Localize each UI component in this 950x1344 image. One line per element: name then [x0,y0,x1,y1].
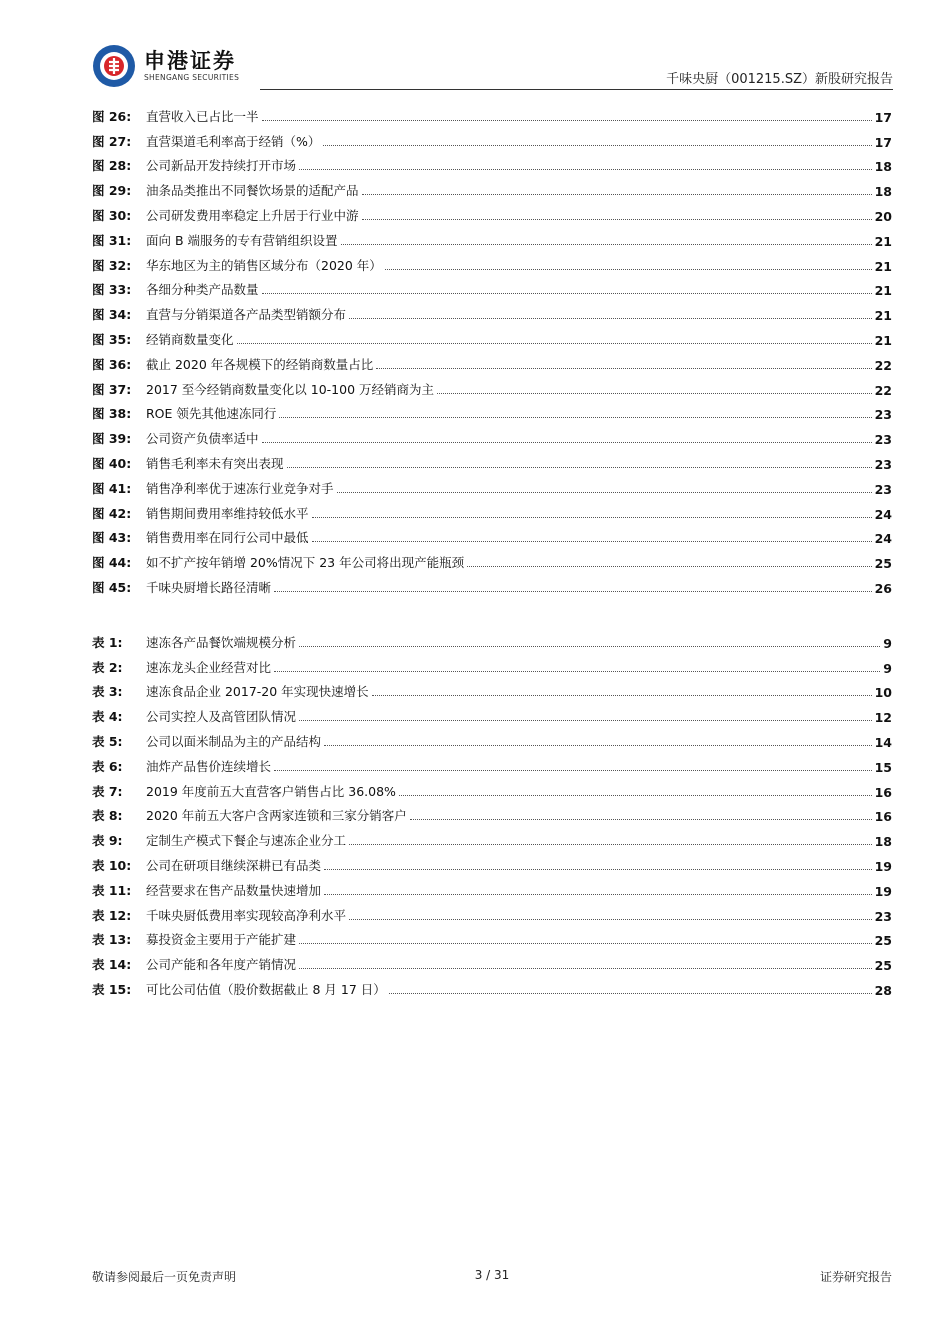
dot-leader [262,293,872,294]
dot-leader [279,417,871,418]
dot-leader [274,770,872,771]
figure-index-entry[interactable] [92,150,892,175]
table-index-entry[interactable] [92,775,892,800]
entry-page-number: 22 [874,382,892,398]
figure-index-entry[interactable] [92,224,892,249]
entry-title: 2019 年度前五大直营客户销售占比 36.08% [146,783,396,799]
entry-page-number: 17 [874,134,892,150]
dot-leader [262,120,872,121]
entry-label: 表 10: [92,857,132,873]
entry-page-number: 21 [874,283,892,299]
entry-label: 图 30: [92,207,132,223]
shengang-logo-icon [92,44,136,88]
entry-label: 图 29: [92,183,132,199]
entry-page-number: 10 [874,685,892,701]
figure-index-list [92,100,892,596]
entry-title: 各细分种类产品数量 [146,282,259,298]
figure-index-entry[interactable] [92,274,892,299]
entry-label: 图 39: [92,431,132,447]
entry-title: 募投资金主要用于产能扩建 [146,932,297,948]
dot-leader [389,993,872,994]
figure-index-entry[interactable] [92,348,892,373]
entry-page-number: 18 [874,159,892,175]
figure-index-entry[interactable] [92,497,892,522]
entry-label: 表 12: [92,907,132,923]
brand-name-cn: 申港证券 [144,49,236,73]
table-index-entry[interactable] [92,750,892,775]
dot-leader [299,646,880,647]
dot-leader [299,968,872,969]
entry-title: 公司产能和各年度产销情况 [146,957,297,973]
entry-title: 定制生产模式下餐企与速冻企业分工 [146,833,347,849]
table-index-entry[interactable] [92,800,892,825]
entry-label: 图 26: [92,108,132,124]
disclaimer-note: 敬请参阅最后一页免责声明 [92,1270,237,1284]
entry-title: 速冻食品企业 2017-20 年实现快速增长 [146,684,369,700]
dot-leader [324,745,872,746]
entry-title: 销售期间费用率维持较低水平 [146,505,309,521]
dot-leader [287,467,872,468]
entry-label: 表 3: [92,684,123,700]
entry-page-number: 21 [874,258,892,274]
entry-title: 2017 至今经销商数量变化以 10-100 万经销商为主 [146,381,435,397]
figure-index-entry[interactable] [92,125,892,150]
entry-page-number: 15 [874,759,892,775]
entry-label: 图 43: [92,530,132,546]
table-index-entry[interactable] [92,924,892,949]
figure-index-entry[interactable] [92,447,892,472]
entry-page-number: 24 [874,531,892,547]
table-index-entry[interactable] [92,948,892,973]
dot-leader [437,393,872,394]
entry-title: ROE 领先其他速冻同行 [146,406,277,422]
entry-title: 油炸产品售价连续增长 [146,758,272,774]
figure-index-entry[interactable] [92,546,892,571]
page-header [88,40,893,92]
report-type-label: 证券研究报告 [819,1270,892,1284]
entry-label: 表 5: [92,733,123,749]
entry-label: 图 33: [92,282,132,298]
entry-label: 图 27: [92,133,132,149]
entry-page-number: 9 [883,660,892,676]
entry-label: 图 36: [92,356,132,372]
dot-leader [299,720,872,721]
entry-page-number: 18 [874,834,892,850]
entry-title: 可比公司估值（股价数据截止 8 月 17 日） [146,981,386,997]
entry-title: 公司新品开发持续打开市场 [146,158,297,174]
dot-leader [299,169,872,170]
figure-index-entry[interactable] [92,298,892,323]
dot-leader [410,819,872,820]
entry-title: 销售毛利率未有突出表现 [146,455,284,471]
entry-page-number: 22 [874,357,892,373]
entry-page-number: 16 [874,784,892,800]
dot-leader [349,844,872,845]
entry-title: 公司实控人及高管团队情况 [146,709,297,725]
entry-title: 直营渠道毛利率高于经销（%） [146,133,321,149]
figure-index-entry[interactable] [92,422,892,447]
figure-index-entry[interactable] [92,472,892,497]
entry-title: 销售净利率优于速冻行业竞争对手 [146,480,334,496]
entry-page-number: 25 [874,958,892,974]
dot-leader [341,244,872,245]
figure-index-entry[interactable] [92,199,892,224]
table-index-entry[interactable] [92,899,892,924]
table-index-entry[interactable] [92,700,892,725]
dot-leader [385,269,872,270]
entry-title: 千味央厨低费用率实现较高净利水平 [146,907,347,923]
dot-leader [362,219,872,220]
entry-title: 直营收入已占比一半 [146,108,259,124]
entry-label: 表 14: [92,957,132,973]
entry-title: 销售费用率在同行公司中最低 [146,530,309,546]
entry-title: 经销商数量变化 [146,331,234,347]
entry-page-number: 23 [874,908,892,924]
entry-title: 公司以面米制品为主的产品结构 [146,733,322,749]
entry-title: 如不扩产按年销增 20%情况下 23 年公司将出现产能瓶颈 [146,555,465,571]
dot-leader [376,368,871,369]
entry-page-number: 25 [874,556,892,572]
dot-leader [323,145,871,146]
dot-leader [362,194,872,195]
entry-title: 截止 2020 年各规模下的经销商数量占比 [146,356,374,372]
entry-page-number: 20 [874,208,892,224]
table-index-entry[interactable] [92,676,892,701]
entry-page-number: 16 [874,809,892,825]
entry-label: 表 8: [92,808,123,824]
entry-page-number: 18 [874,184,892,200]
entry-page-number: 25 [874,933,892,949]
entry-page-number: 9 [883,635,892,651]
entry-label: 图 37: [92,381,132,397]
entry-page-number: 24 [874,506,892,522]
entry-title: 公司资产负债率适中 [146,431,259,447]
figure-index-entry[interactable] [92,522,892,547]
entry-label: 表 2: [92,659,123,675]
entry-label: 表 13: [92,932,132,948]
dot-leader [312,541,872,542]
table-index-entry[interactable] [92,849,892,874]
entry-title: 公司在研项目继续深耕已有品类 [146,857,322,873]
entry-page-number: 14 [874,734,892,750]
entry-label: 表 1: [92,634,123,650]
entry-title: 速冻龙头企业经营对比 [146,659,272,675]
entry-label: 表 7: [92,783,123,799]
dot-leader [337,492,872,493]
entry-page-number: 23 [874,407,892,423]
entry-title: 公司研发费用率稳定上升居于行业中游 [146,207,359,223]
table-index-entry[interactable] [92,874,892,899]
brand-logo [92,44,239,88]
entry-page-number: 23 [874,456,892,472]
entry-title: 直营与分销渠道各产品类型销额分布 [146,307,347,323]
figure-index-entry[interactable] [92,373,892,398]
dot-leader [274,591,872,592]
figure-index-entry[interactable] [92,174,892,199]
entry-title: 速冻各产品餐饮端规模分析 [146,634,297,650]
entry-label: 图 45: [92,579,132,595]
entry-label: 表 4: [92,709,123,725]
entry-page-number: 28 [874,982,892,998]
dot-leader [399,795,872,796]
header-divider [260,89,893,90]
dot-leader [467,566,871,567]
entry-label: 图 38: [92,406,132,422]
entry-label: 表 11: [92,882,132,898]
entry-title: 油条品类推出不同餐饮场景的适配产品 [146,183,359,199]
table-index-list [92,626,892,998]
entry-page-number: 21 [874,332,892,348]
figure-index-entry[interactable] [92,323,892,348]
dot-leader [262,442,872,443]
report-title: 千味央厨（001215.SZ）新股研究报告 [666,72,893,87]
entry-page-number: 23 [874,481,892,497]
table-index-entry[interactable] [92,626,892,651]
entry-label: 图 34: [92,307,132,323]
entry-label: 表 6: [92,758,123,774]
entry-label: 图 31: [92,232,132,248]
entry-page-number: 19 [874,883,892,899]
dot-leader [349,919,872,920]
entry-page-number: 23 [874,432,892,448]
table-index-entry[interactable] [92,725,892,750]
entry-label: 图 35: [92,331,132,347]
entry-title: 华东地区为主的销售区域分布（2020 年） [146,257,382,273]
entry-label: 图 42: [92,505,132,521]
dot-leader [349,318,872,319]
table-index-entry[interactable] [92,824,892,849]
dot-leader [312,517,872,518]
entry-title: 经营要求在售产品数量快速增加 [146,882,322,898]
figure-index-entry[interactable] [92,249,892,274]
dot-leader [237,343,872,344]
page-number: 3 / 31 [474,1268,510,1282]
entry-title: 面向 B 端服务的专有营销组织设置 [146,232,338,248]
entry-label: 图 41: [92,480,132,496]
brand-name-en: SHENGANG SECURITIES [144,73,240,82]
entry-label: 图 28: [92,158,132,174]
entry-label: 表 9: [92,833,123,849]
dot-leader [299,943,872,944]
entry-label: 表 15: [92,981,132,997]
entry-page-number: 17 [874,109,892,125]
dot-leader [274,671,880,672]
figure-index-entry[interactable] [92,398,892,423]
entry-label: 图 40: [92,455,132,471]
figure-index-entry[interactable] [92,571,892,596]
entry-label: 图 44: [92,555,132,571]
dot-leader [324,869,872,870]
figure-index-entry[interactable] [92,100,892,125]
table-index-entry[interactable] [92,651,892,676]
entry-page-number: 12 [874,710,892,726]
entry-title: 2020 年前五大客户含两家连锁和三家分销客户 [146,808,407,824]
entry-page-number: 26 [874,580,892,596]
dot-leader [372,695,872,696]
table-index-entry[interactable] [92,973,892,998]
dot-leader [324,894,872,895]
entry-label: 图 32: [92,257,132,273]
entry-page-number: 21 [874,308,892,324]
entry-title: 千味央厨增长路径清晰 [146,579,272,595]
entry-page-number: 21 [874,233,892,249]
entry-page-number: 19 [874,858,892,874]
